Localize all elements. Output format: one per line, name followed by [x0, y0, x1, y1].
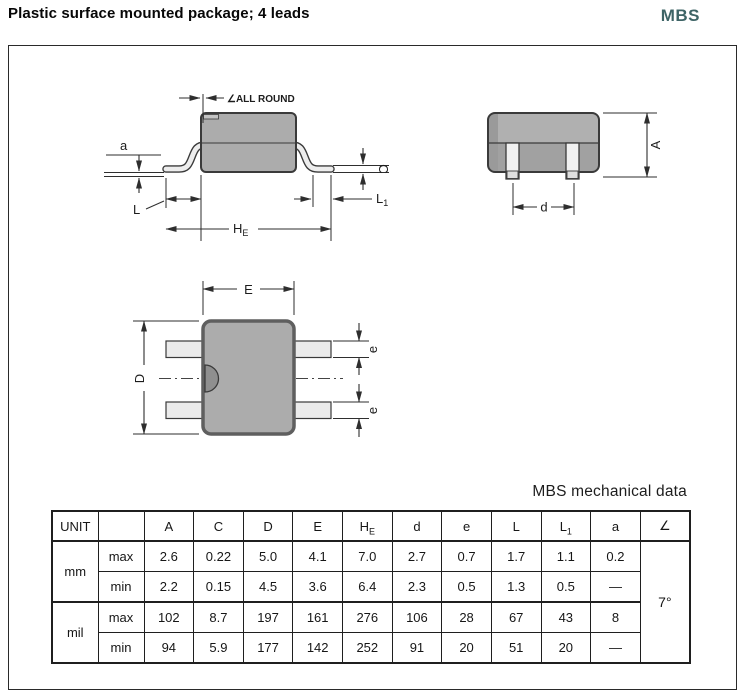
top-view-drawing: [111, 261, 411, 473]
dim-a-height-label: A: [648, 140, 663, 150]
table-header-row: [52, 511, 690, 541]
mould-corner-detail: [204, 115, 219, 120]
value-cell: 20: [541, 633, 591, 664]
dim-he-label: H: [233, 221, 243, 236]
all-round-label: ∠ALL ROUND: [227, 94, 295, 105]
value-cell: 102: [144, 602, 194, 633]
drawing-frame: [8, 45, 737, 690]
dim-c: [333, 148, 391, 190]
dim-d: [513, 183, 574, 215]
dim-l1: [294, 175, 388, 208]
seating-plane-lines: [104, 173, 164, 177]
value-cell: 2.7: [392, 541, 442, 572]
value-cell: 67: [491, 602, 541, 633]
table-row-mil-max: [52, 602, 690, 633]
unit-cell-mil: mil: [52, 602, 98, 663]
front-view-body: [488, 113, 599, 172]
col-header-d: d: [392, 511, 442, 541]
dim-he: [166, 175, 331, 241]
value-cell: 1.1: [541, 541, 591, 572]
value-cell: 4.1: [293, 541, 343, 572]
dim-e-lead-top: [333, 323, 380, 375]
kind-cell-min: min: [98, 572, 144, 603]
col-header-d: D: [243, 511, 293, 541]
value-cell: 142: [293, 633, 343, 664]
value-cell: 3.6: [293, 572, 343, 603]
value-cell: 197: [243, 602, 293, 633]
value-cell: 177: [243, 633, 293, 664]
col-header-c: C: [194, 511, 244, 541]
kind-cell-max: max: [98, 602, 144, 633]
dim-c-label: C: [376, 164, 391, 174]
col-header-e: E: [293, 511, 343, 541]
col-header-hE: $H_E$: [343, 511, 393, 541]
unit-cell-mm: mm: [52, 541, 98, 602]
table-row-mm-max: [52, 541, 690, 572]
value-cell: 0.5: [442, 572, 492, 603]
value-cell: 94: [144, 633, 194, 664]
value-cell: 8: [591, 602, 641, 633]
value-cell: 0.2: [591, 541, 641, 572]
value-cell: 106: [392, 602, 442, 633]
value-cell: 43: [541, 602, 591, 633]
table-row-mil-min: [52, 633, 690, 664]
page-title: Plastic surface mounted package; 4 leads: [8, 5, 310, 22]
value-cell: 91: [392, 633, 442, 664]
dim-d-body-label: D: [132, 373, 147, 384]
value-cell: 1.3: [491, 572, 541, 603]
value-cell: —: [591, 572, 641, 603]
value-cell: 0.7: [442, 541, 492, 572]
value-cell: 5.9: [194, 633, 244, 664]
kind-cell-min: min: [98, 633, 144, 664]
svg-text:L1: [376, 191, 388, 208]
dim-e-body-label: E: [244, 282, 253, 297]
col-header-a: A: [144, 511, 194, 541]
angle-value-cell: 7°: [640, 541, 690, 663]
table-caption: MBS mechanical data: [532, 483, 687, 500]
value-cell: 276: [343, 602, 393, 633]
value-cell: 2.6: [144, 541, 194, 572]
value-cell: 2.3: [392, 572, 442, 603]
dim-l-label: L: [133, 202, 141, 217]
mechanical-data-table: [51, 510, 691, 664]
col-header-l1: $L_1$: [541, 511, 591, 541]
value-cell: 51: [491, 633, 541, 664]
dim-a-height: [603, 113, 663, 177]
value-cell: 4.5: [243, 572, 293, 603]
value-cell: 7.0: [343, 541, 393, 572]
dim-e-lead-bottom-label: e: [365, 406, 380, 415]
col-header-l: L: [491, 511, 541, 541]
col-header-a: a: [591, 511, 641, 541]
value-cell: 2.2: [144, 572, 194, 603]
value-cell: 5.0: [243, 541, 293, 572]
side-view-body: [201, 113, 296, 172]
dim-e-body: [203, 281, 294, 315]
dim-l1-sub: 1: [383, 198, 389, 208]
col-header-blank: [98, 511, 144, 541]
dim-a-label: a: [120, 138, 128, 153]
value-cell: 252: [343, 633, 393, 664]
svg-text:HE: [233, 221, 248, 238]
dim-a: [106, 138, 161, 193]
table-row-mm-min: [52, 572, 690, 603]
package-name: MBS: [660, 6, 700, 25]
col-header-unit: UNIT: [52, 511, 98, 541]
dim-l: [133, 175, 201, 241]
dim-he-sub: E: [242, 228, 249, 238]
value-cell: 20: [442, 633, 492, 664]
col-header-∠: ∠: [640, 511, 690, 541]
dim-e-lead-top-label: e: [365, 345, 380, 354]
dim-e-lead-bottom: [333, 384, 380, 437]
col-header-e: e: [442, 511, 492, 541]
kind-cell-max: max: [98, 541, 144, 572]
top-view-body: [203, 321, 294, 434]
side-view-drawing: [91, 71, 411, 256]
value-cell: 0.5: [541, 572, 591, 603]
value-cell: 28: [442, 602, 492, 633]
dim-d-label: d: [540, 199, 548, 215]
value-cell: 0.15: [194, 572, 244, 603]
value-cell: 6.4: [343, 572, 393, 603]
value-cell: 8.7: [194, 602, 244, 633]
value-cell: —: [591, 633, 641, 664]
front-view-drawing: [441, 81, 721, 251]
value-cell: 1.7: [491, 541, 541, 572]
value-cell: 161: [293, 602, 343, 633]
dim-l1-label: L: [376, 191, 384, 206]
value-cell: 0.22: [194, 541, 244, 572]
